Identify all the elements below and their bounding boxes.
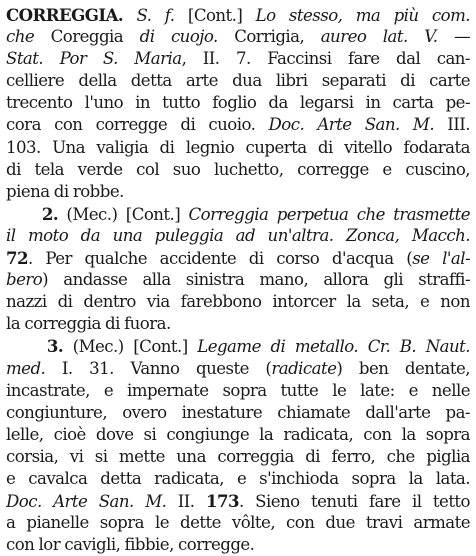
dictionary-entry: [6, 4, 470, 556]
entry-line: [6, 159, 470, 181]
body-text: (Mec.) [Cont.]: [63, 337, 198, 357]
bold-text: CORREGGIA.: [6, 5, 124, 25]
italic-text: Stat. Por S. Maria: [6, 49, 182, 69]
body-text: di tela verde col suo luchetto, corregge e cuscino,: [6, 159, 470, 179]
entry-line: [6, 313, 470, 335]
body-text: la correggia di fuora.: [6, 314, 171, 334]
body-text: congiunture, overo inestature chiamate dall'arte pa-: [6, 402, 470, 422]
body-text: Coreggia: [34, 27, 140, 47]
body-text: a pianelle sopra le dette vôlte, con due travi armate: [6, 513, 470, 533]
entry-line: [6, 137, 470, 159]
entry-line: [6, 225, 470, 247]
italic-text: aureo lat. V. —: [320, 27, 470, 47]
italic-text: Lo stesso, ma più com.: [255, 6, 470, 25]
body-text: . Sieno tenuti fare il tetto: [238, 492, 470, 512]
entry-line: [6, 358, 470, 380]
italic-text: med.: [6, 358, 46, 378]
italic-text: radicate: [271, 358, 337, 378]
italic-text: Doc. Arte San. M.: [6, 492, 167, 512]
body-text: nazzi di dentro via farebbono intorcer la seta, e non: [6, 292, 470, 312]
body-text: [Cont.]: [174, 6, 256, 25]
italic-text: se l'al-: [412, 249, 470, 269]
body-text: (Mec.) [Cont.]: [58, 204, 189, 224]
italic-text: di cuojo.: [139, 27, 218, 47]
entry-line: [6, 48, 470, 70]
body-text: ) ben dentate,: [336, 358, 470, 378]
body-text: III.: [434, 115, 470, 135]
bold-text: 2.: [6, 203, 59, 224]
body-text: piena di robbe.: [6, 181, 124, 201]
entry-line: [6, 402, 470, 424]
italic-text: Legame di metallo. Cr. B. Naut.: [197, 337, 470, 357]
body-text: corsia, vi si mette una correggia di ferro, che piglia: [6, 446, 470, 466]
body-text: ) andasse alla sinistra mano, allora gli straffi-: [42, 270, 470, 290]
entry-line: [6, 70, 470, 92]
entry-line: [6, 26, 470, 48]
entry-line: [6, 380, 470, 402]
body-text: , II. 7. Faccinsi fare dal can-: [181, 49, 470, 69]
italic-text: il moto da una puleggia ad un'altra. Zonca, Macch.: [6, 225, 470, 245]
body-text: [123, 6, 136, 25]
entry-line: [6, 512, 470, 534]
bold-text: 173: [205, 491, 239, 512]
body-text: con lor cavigli, fibbie, corregge.: [6, 535, 255, 555]
body-text: 103. Una valigia di legnio cuperta di vitello fodarata: [6, 137, 470, 157]
body-text: trecento l'uno in tutto foglio da legarsi in carta pe-: [6, 93, 470, 113]
entry-line: [6, 203, 470, 225]
entry-line: [6, 4, 470, 26]
body-text: e cavalca detta radicata, e s'inchioda sopra la lata.: [6, 468, 470, 488]
entry-line: [6, 114, 470, 136]
entry-line: [6, 534, 470, 556]
body-text: Corrigia,: [217, 27, 321, 47]
entry-line: [6, 490, 470, 512]
italic-text: bero: [6, 270, 43, 290]
entry-line: [6, 424, 470, 446]
entry-line: [6, 269, 470, 291]
entry-line: [6, 291, 470, 313]
body-text: I. 31. Vanno queste (: [45, 358, 272, 378]
body-text: . Per qualche accidente di corso d'acqua (: [28, 249, 413, 269]
italic-text: che: [6, 27, 35, 47]
entry-line: [6, 468, 470, 490]
entry-line: [6, 446, 470, 468]
entry-line: [6, 247, 470, 269]
body-text: cora con corregge di cuoio.: [6, 115, 269, 135]
italic-text: Correggia perpetua che trasmette: [188, 204, 470, 224]
bold-text: 3.: [6, 336, 64, 357]
body-text: II.: [166, 492, 206, 512]
body-text: incastrate, e impernate sopra tutte le late: e nelle: [6, 380, 470, 400]
italic-text: S. f.: [136, 6, 175, 25]
bold-text: 72: [6, 248, 28, 269]
body-text: lelle, cioè dove si congiunge la radicata, con la sopra: [6, 424, 470, 444]
italic-text: Doc. Arte San. M.: [268, 115, 435, 135]
body-text: celliere della detta arte dua libri separati di carte: [6, 71, 470, 91]
entry-line: [6, 92, 470, 114]
entry-line: [6, 181, 470, 203]
entry-line: [6, 335, 470, 357]
